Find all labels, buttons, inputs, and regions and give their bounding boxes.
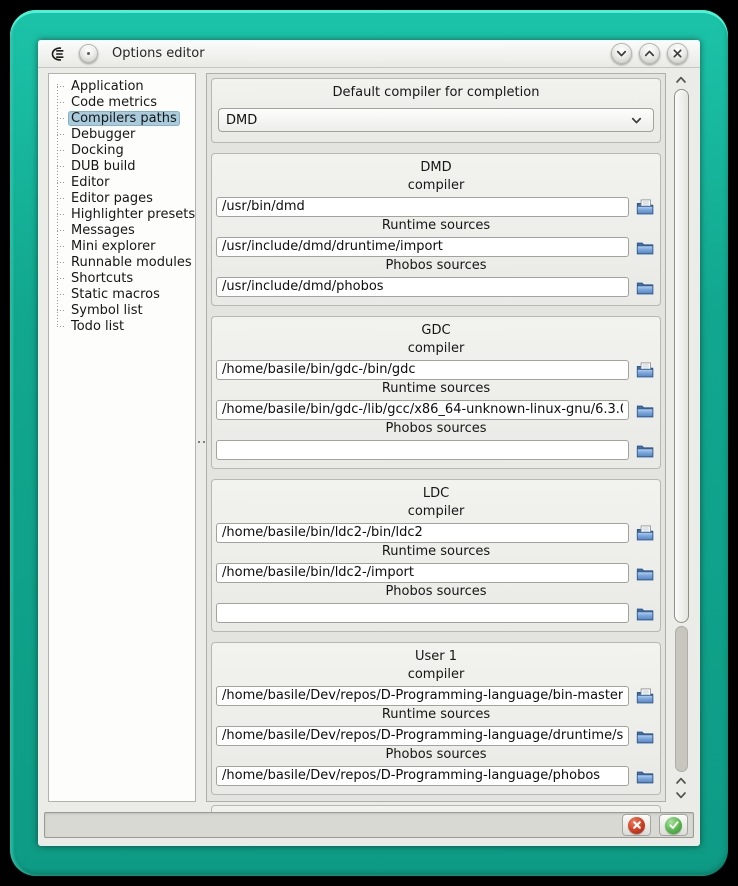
field-label: Phobos sources [385,747,487,762]
chevron-up-icon [673,774,689,788]
sidebar-item-code-metrics[interactable] [49,94,195,110]
open-folder-icon [636,239,654,255]
accept-button[interactable] [659,814,688,836]
open-folder-icon [636,279,654,295]
sidebar-item-label: Todo list [71,318,125,334]
chevron-up-icon [673,73,689,87]
scrollbar-thumb[interactable] [674,89,689,623]
settings-viewport [206,73,666,802]
titlebar[interactable] [38,40,700,68]
group-gdc [211,316,661,469]
combobox-value: DMD [226,112,258,128]
sidebar-item-label: Docking [71,142,124,158]
field-row [216,562,656,583]
group-ldc [211,479,661,632]
group-default-compiler [211,78,661,143]
scroll-up-button-bottom[interactable] [673,774,689,788]
close-icon [670,46,685,61]
compiler-path-input[interactable] [216,523,629,543]
scroll-up-button[interactable] [673,73,689,87]
browse-folder-button[interactable] [634,563,656,582]
field-label: Phobos sources [385,421,487,436]
browse-folder-button[interactable] [634,440,656,459]
field-label: Runtime sources [381,218,491,233]
phobos-sources-input[interactable] [216,440,629,460]
field-label: compiler [407,341,465,356]
sidebar-item-docking[interactable] [49,142,195,158]
vertical-scrollbar[interactable] [670,73,692,802]
sidebar-item-label: Static macros [71,286,160,302]
field-row [216,725,656,746]
open-file-icon [636,688,654,704]
field-row [216,765,656,786]
phobos-sources-input[interactable] [216,766,629,786]
sidebar-item-editor[interactable] [49,174,195,190]
field-row [216,685,656,706]
sidebar-item-editor-pages[interactable] [49,190,195,206]
scrollbar-track[interactable] [674,87,689,772]
field-label: Runtime sources [381,381,491,396]
group-dmd [211,153,661,306]
sidebar-item-label: Editor [71,174,110,190]
browse-folder-button[interactable] [634,766,656,785]
browse-file-button[interactable] [634,360,656,379]
minimize-button[interactable] [611,43,632,64]
chevron-up-icon [642,46,657,61]
sidebar-item-runnable-modules[interactable] [49,254,195,270]
runtime-sources-input[interactable] [216,237,629,257]
browse-folder-button[interactable] [634,400,656,419]
sidebar-item-application[interactable] [49,78,195,94]
open-folder-icon [636,768,654,784]
options-editor-window [38,40,700,846]
window-frame [10,10,728,876]
sidebar-item-debugger[interactable] [49,126,195,142]
browse-folder-button[interactable] [634,603,656,622]
field-label: compiler [407,667,465,682]
sidebar-item-messages[interactable] [49,222,195,238]
sidebar-item-label: Shortcuts [71,270,134,286]
runtime-sources-input[interactable] [216,563,629,583]
group-user-1 [211,642,661,795]
group-title: DMD [420,160,452,175]
group-title: GDC [421,323,451,338]
category-tree [48,73,196,802]
open-folder-icon [636,565,654,581]
field-label: compiler [407,178,465,193]
compiler-path-input[interactable] [216,360,629,380]
open-file-icon [636,525,654,541]
statusbar [44,812,694,838]
accept-check-icon [665,817,682,834]
window-title: Options editor [112,46,205,61]
sidebar-item-label: Messages [71,222,135,238]
field-row [216,439,656,460]
sidebar-item-label: Compilers paths [68,111,180,126]
field-row [216,276,656,297]
open-folder-icon [636,402,654,418]
cancel-button[interactable] [622,814,651,836]
sidebar-item-label: Highlighter presets [71,206,196,222]
compiler-path-input[interactable] [216,197,629,217]
open-file-icon [636,199,654,215]
splitter-handle[interactable] [196,71,206,810]
chevron-down-icon [614,46,629,61]
sidebar-item-label: Code metrics [71,94,158,110]
sidebar-item-label: Runnable modules [71,254,192,270]
field-row [216,522,656,543]
field-row [216,399,656,420]
field-row [216,196,656,217]
sidebar-item-label: Debugger [71,126,136,142]
sidebar-item-dub-build[interactable] [49,158,195,174]
field-label: Phobos sources [385,258,487,273]
open-folder-icon [636,728,654,744]
sidebar-item-label: Symbol list [71,302,143,318]
field-row [216,236,656,257]
field-label: Runtime sources [381,544,491,559]
field-row [216,602,656,623]
sidebar-item-label: Application [71,78,144,94]
field-row [216,359,656,380]
sidebar-item-symbol-list[interactable] [49,302,195,318]
phobos-sources-input[interactable] [216,277,629,297]
sidebar-item-mini-explorer[interactable] [49,238,195,254]
close-button[interactable] [667,43,688,64]
app-logo-icon [47,45,71,63]
scroll-down-button[interactable] [673,788,689,802]
browse-folder-button[interactable] [634,277,656,296]
group-title: LDC [422,486,450,501]
chevron-down-icon [629,113,644,128]
sidebar-item-static-macros[interactable] [49,286,195,302]
dialog-body [38,68,700,810]
scrollbar-groove [675,626,688,772]
field-label: compiler [407,504,465,519]
field-label: Phobos sources [385,584,487,599]
default-compiler-combobox[interactable] [218,108,654,132]
maximize-button[interactable] [639,43,660,64]
runtime-sources-input[interactable] [216,400,629,420]
window-menu-button[interactable] [79,44,98,63]
group-title: User 1 [414,649,458,664]
browse-file-button[interactable] [634,197,656,216]
runtime-sources-input[interactable] [216,726,629,746]
compiler-path-input[interactable] [216,686,629,706]
sidebar-item-label: Editor pages [71,190,153,206]
browse-folder-button[interactable] [634,237,656,256]
sidebar-item-label: DUB build [71,158,136,174]
chevron-down-icon [673,788,689,802]
sidebar-item-highlighter-presets[interactable] [49,206,195,222]
group-title: Default compiler for completion [332,85,540,100]
settings-panel [206,73,692,802]
sidebar-item-compilers-paths[interactable] [49,110,195,126]
browse-folder-button[interactable] [634,726,656,745]
open-file-icon [636,362,654,378]
open-folder-icon [636,605,654,621]
open-folder-icon [636,442,654,458]
sidebar-item-todo-list[interactable] [49,318,195,334]
field-label: Runtime sources [381,707,491,722]
cancel-x-icon [628,817,645,834]
sidebar-item-shortcuts[interactable] [49,270,195,286]
browse-file-button[interactable] [634,523,656,542]
browse-file-button[interactable] [634,686,656,705]
phobos-sources-input[interactable] [216,603,629,623]
sidebar-item-label: Mini explorer [71,238,156,254]
